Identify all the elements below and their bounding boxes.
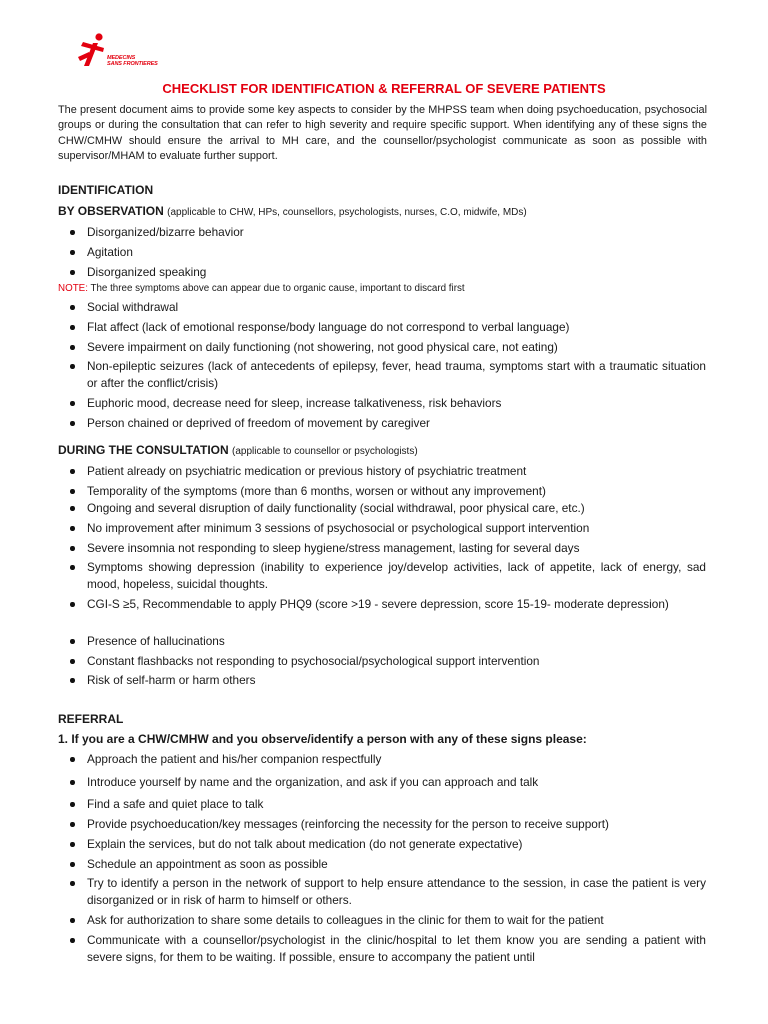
bullet-icon [70, 757, 75, 762]
consultation-applicability: (applicable to counsellor or psychologists) [232, 446, 418, 457]
logo-line-2: SANS FRONTIERES [107, 61, 158, 67]
list-item-text: Ongoing and several disruption of daily functionality (social withdrawal, poor physical care, etc.) [87, 501, 585, 515]
list-item-text: Flat affect (lack of emotional response/body language do not correspond to verbal language) [87, 320, 570, 334]
bullet-icon [70, 881, 75, 886]
intro-paragraph: The present document aims to provide some key aspects to consider by the MHPSS team when doing psychoeducation, psychosocial groups or during the consultation that can refer to high severity and require specific support. When identifying any of these signs the CHW/CMHW should ensure the arrival to MH care, and the counsellor/psychologist communicate as soon as possible with supervisor/MHAM to evaluate further support. [58, 104, 707, 162]
bullet-icon [70, 489, 75, 494]
observation-heading [58, 204, 527, 218]
list-item-text: Person chained or deprived of freedom of movement by caregiver [87, 416, 430, 430]
bullet-icon [70, 938, 75, 943]
note-text: The three symptoms above can appear due to organic cause, important to discard first [87, 283, 465, 294]
observation-applicability: (applicable to CHW, HPs, counsellors, psychologists, nurses, C.O, midwife, MDs) [167, 207, 527, 218]
list-item-text: Severe impairment on daily functioning (not showering, not good physical care, not eating) [87, 340, 558, 354]
bullet-icon [70, 678, 75, 683]
logo-line-1: MEDECINS [107, 55, 136, 61]
bullet-icon [70, 918, 75, 923]
identification-heading: IDENTIFICATION [58, 183, 154, 197]
list-item-text: Communicate with a counsellor/psychologist in the clinic/hospital to let them know you are sending a patient with severe signs, for them to be waiting. If possible, ensure to accompany the patient until [87, 933, 706, 964]
note-label: NOTE: [58, 283, 88, 294]
bullet-icon [70, 230, 75, 235]
list-item-text: Disorganized speaking [87, 265, 207, 279]
list-item-text: No improvement after minimum 3 sessions of psychosocial or psychological support intervention [87, 521, 590, 535]
bullet-icon [70, 842, 75, 847]
bullet-icon [70, 602, 75, 607]
bullet-icon [70, 325, 75, 330]
list-item-text: Non-epileptic seizures (lack of antecedents of epilepsy, fever, head trauma, symptoms start with a traumatic situation or after the conflict/crisis) [87, 359, 706, 390]
bullet-icon [70, 822, 75, 827]
bullet-icon [70, 526, 75, 531]
list-item-text: Agitation [87, 245, 133, 259]
list-item-text: Approach the patient and his/her companion respectfully [87, 752, 382, 766]
observation-title: BY OBSERVATION [58, 204, 164, 218]
list-item-text: Patient already on psychiatric medication or previous history of psychiatric treatment [87, 464, 527, 478]
bullet-icon [70, 659, 75, 664]
bullet-icon [70, 250, 75, 255]
list-item-text: Find a safe and quiet place to talk [87, 797, 264, 811]
observation-note [58, 283, 465, 294]
list-item-text: Introduce yourself by name and the organization, and ask if you can approach and talk [87, 775, 539, 789]
bullet-icon [70, 546, 75, 551]
bullet-icon [70, 270, 75, 275]
msf-runner-icon [77, 33, 109, 67]
list-item-text: Risk of self-harm or harm others [87, 673, 256, 687]
bullet-icon [70, 639, 75, 644]
bullet-icon [70, 506, 75, 511]
list-item-text: Social withdrawal [87, 300, 179, 314]
document-title: CHECKLIST FOR IDENTIFICATION & REFERRAL OF SEVERE PATIENTS [162, 81, 606, 96]
bullet-icon [70, 469, 75, 474]
list-item-text: Constant flashbacks not responding to psychosocial/psychological support intervention [87, 654, 540, 668]
consultation-title: DURING THE CONSULTATION [58, 443, 229, 457]
bullet-icon [70, 802, 75, 807]
referral-subheading: 1. If you are a CHW/CMHW and you observe/identify a person with any of these signs please: [58, 732, 587, 746]
bullet-icon [70, 780, 75, 785]
list-item-text: Disorganized/bizarre behavior [87, 225, 244, 239]
consultation-heading [58, 443, 418, 457]
bullet-icon [70, 401, 75, 406]
list-item-text: Severe insomnia not responding to sleep hygiene/stress management, lasting for several days [87, 541, 580, 555]
list-item-text: CGI-S ≥5, Recommendable to apply PHQ9 (score >19 - severe depression, score 15-19- moderate depression) [87, 597, 669, 611]
list-item-text: Temporality of the symptoms (more than 6 months, worsen or without any improvement) [87, 484, 546, 498]
list-item-text: Provide psychoeducation/key messages (reinforcing the necessity for the person to receive support) [87, 817, 609, 831]
bullet-icon [70, 565, 75, 570]
bullet-icon [70, 364, 75, 369]
list-item-text: Euphoric mood, decrease need for sleep, increase talkativeness, risk behaviors [87, 396, 502, 410]
referral-heading: REFERRAL [58, 712, 124, 726]
list-item-text: Presence of hallucinations [87, 634, 225, 648]
bullet-icon [70, 345, 75, 350]
list-item-text: Schedule an appointment as soon as possible [87, 857, 328, 871]
bullet-icon [70, 421, 75, 426]
bullet-icon [70, 305, 75, 310]
msf-logo [77, 33, 167, 73]
bullet-icon [70, 862, 75, 867]
list-item-text: Try to identify a person in the network of support to help ensure attendance to the session, in case the patient is very disorganized or in risk of harm to himself or others. [87, 876, 706, 907]
list-item-text: Explain the services, but do not talk about medication (do not generate expectative) [87, 837, 523, 851]
list-item-text: Symptoms showing depression (inability to experience joy/develop activities, lack of appetite, lack of energy, sad mood, hopeless, suicidal thoughts. [87, 560, 706, 591]
list-item-text: Ask for authorization to share some details to colleagues in the clinic for them to wait for the patient [87, 913, 604, 927]
